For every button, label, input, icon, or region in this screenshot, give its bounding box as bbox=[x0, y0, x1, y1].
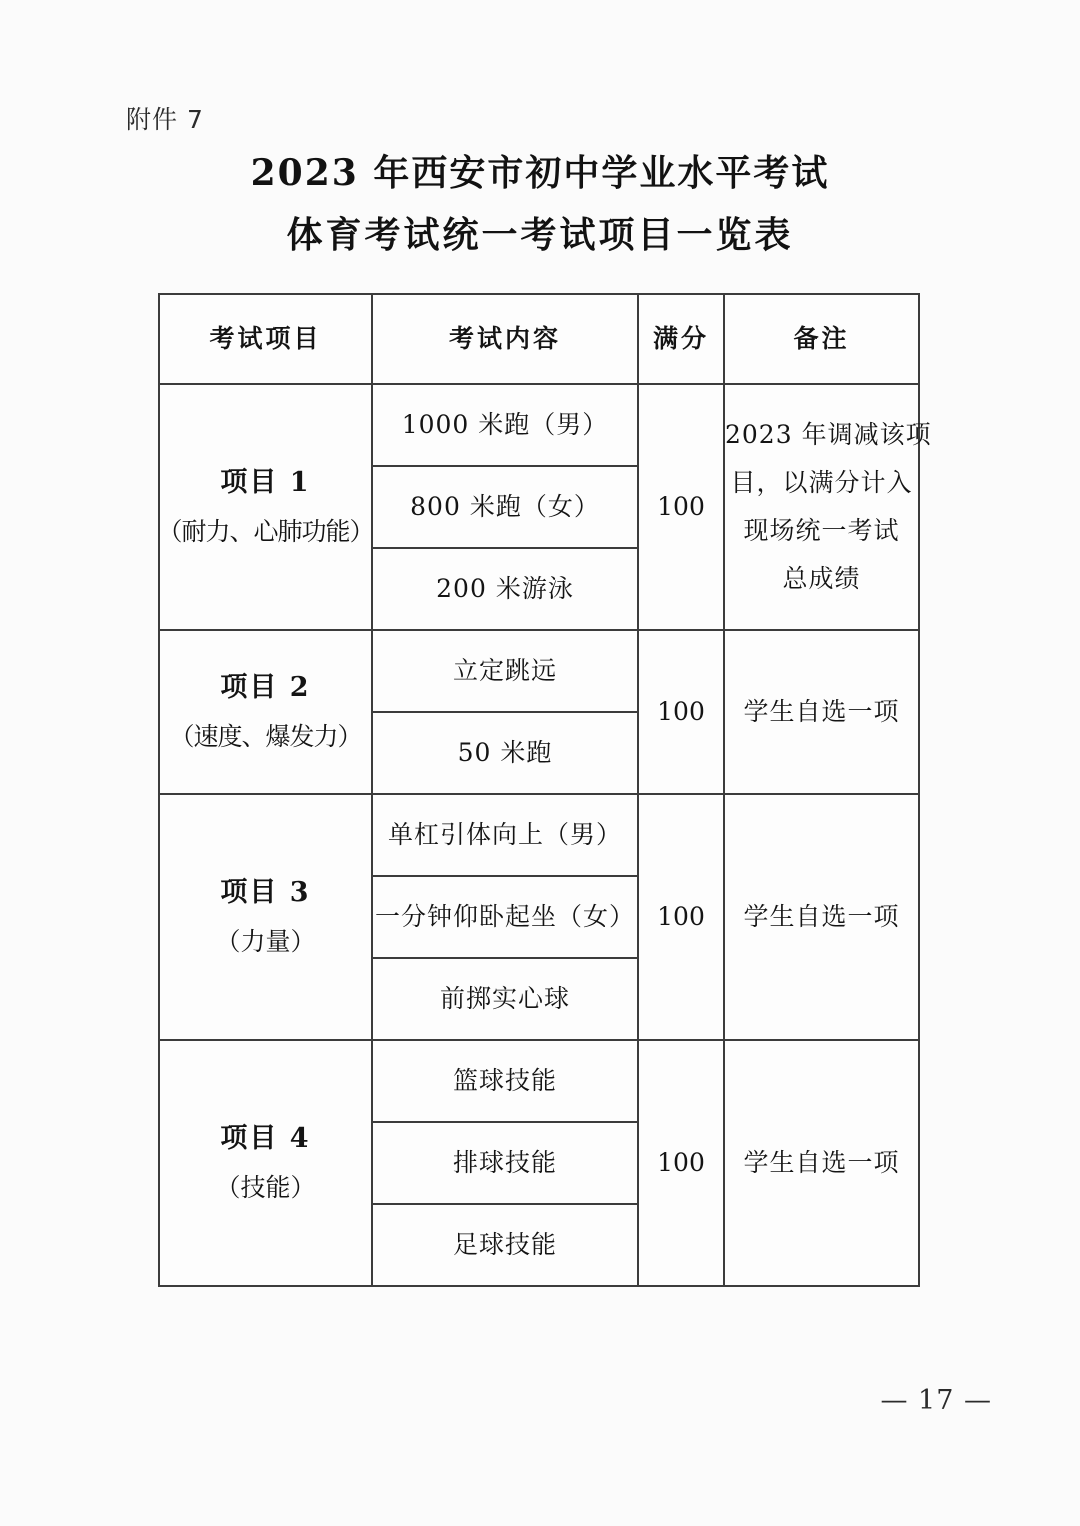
score-cell: 100 bbox=[638, 630, 724, 794]
column-header-item: 考试项目 bbox=[159, 294, 372, 384]
remark-line: 学生自选一项 bbox=[743, 1147, 900, 1177]
page-number: — 17 — bbox=[880, 1385, 992, 1416]
remark-line: 学生自选一项 bbox=[743, 696, 900, 726]
content-cell: 200 米游泳 bbox=[372, 548, 638, 630]
exam-items-table bbox=[157, 293, 932, 1287]
item-cell bbox=[159, 630, 372, 794]
table-body bbox=[157, 384, 932, 1286]
item-cell bbox=[159, 1040, 372, 1286]
content-cell: 1000 米跑（男） bbox=[372, 384, 638, 466]
table-header bbox=[159, 294, 919, 384]
item-attribute: （速度、爆发力） bbox=[169, 722, 362, 752]
score-cell: 100 bbox=[638, 1040, 724, 1286]
table-header-row bbox=[159, 294, 919, 384]
content-cell: 立定跳远 bbox=[372, 630, 638, 712]
exam-items-table-container bbox=[157, 293, 932, 1287]
page-title bbox=[0, 142, 1080, 266]
content-cell: 一分钟仰卧起坐（女） bbox=[372, 876, 638, 958]
item-attribute: （耐力、心肺功能） bbox=[157, 517, 374, 547]
column-header-remark: 备注 bbox=[724, 294, 919, 384]
item-name: 项目 4 bbox=[220, 1122, 311, 1154]
remark-line: 总成绩 bbox=[782, 564, 861, 593]
content-cell: 50 米跑 bbox=[372, 712, 638, 794]
content-cell: 单杠引体向上（男） bbox=[372, 794, 638, 876]
remark-cell bbox=[724, 630, 919, 794]
content-cell: 足球技能 bbox=[372, 1204, 638, 1286]
remark-cell bbox=[724, 794, 919, 1040]
remark-line: 2023 年调减该项 bbox=[725, 420, 932, 449]
content-cell: 排球技能 bbox=[372, 1122, 638, 1204]
table-row bbox=[159, 384, 919, 466]
item-cell bbox=[159, 794, 372, 1040]
remark-line: 现场统一考试 bbox=[743, 516, 900, 545]
score-cell: 100 bbox=[638, 384, 724, 630]
item-attribute: （技能） bbox=[215, 1173, 316, 1203]
table-row bbox=[159, 630, 919, 712]
column-header-score: 满分 bbox=[638, 294, 724, 384]
item-name: 项目 3 bbox=[220, 876, 311, 908]
remark-cell bbox=[724, 1040, 919, 1286]
column-header-content: 考试内容 bbox=[372, 294, 638, 384]
remark-cell bbox=[724, 384, 932, 630]
remark-line: 目，以满分计入 bbox=[730, 468, 913, 497]
table-row bbox=[159, 794, 919, 876]
item-cell bbox=[159, 384, 372, 630]
table-row bbox=[159, 1040, 919, 1122]
item-attribute: （力量） bbox=[215, 927, 316, 957]
content-cell: 前掷实心球 bbox=[372, 958, 638, 1040]
content-cell: 800 米跑（女） bbox=[372, 466, 638, 548]
page-title-line-2: 体育考试统一考试项目一览表 bbox=[286, 214, 794, 256]
item-name: 项目 2 bbox=[220, 671, 311, 703]
page-title-line-1: 2023 年西安市初中学业水平考试 bbox=[250, 152, 830, 194]
content-cell: 篮球技能 bbox=[372, 1040, 638, 1122]
attachment-label: 附件 7 bbox=[126, 105, 204, 134]
item-name: 项目 1 bbox=[220, 466, 311, 498]
score-cell: 100 bbox=[638, 794, 724, 1040]
remark-line: 学生自选一项 bbox=[743, 901, 900, 931]
